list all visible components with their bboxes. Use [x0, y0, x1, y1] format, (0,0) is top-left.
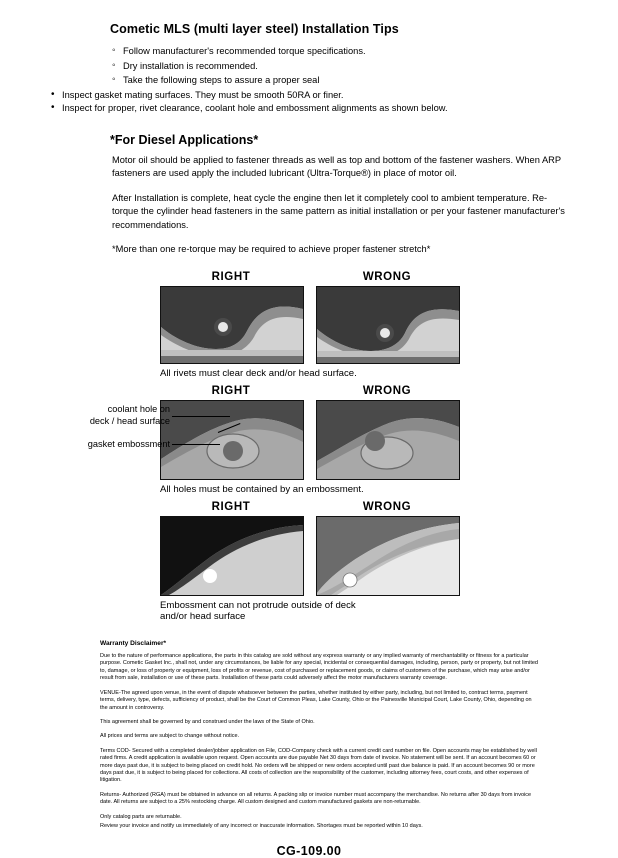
list-item: • Inspect gasket mating surfaces. They must be smooth 50RA or finer.	[50, 89, 578, 103]
callout-leader-line	[172, 444, 220, 445]
installation-sub-list	[40, 89, 578, 116]
list-item: ◦ Take the following steps to assure a proper seal	[112, 74, 578, 88]
warranty-paragraph: Terms COD- Secured with a completed dealer/jobber application on File, COD-Company check with a current credit card number on file. Open accounts may be established by well rated firms. A credit application is available upon request. Open accounts are due payable Net 30 days from date of invoice. No statement will be sent. If an account becomes 60 or more days past due, it is subject to being placed on credit hold. No orders will be shipped or new orders accepted until past due balance is paid. If an account becomes 90 or more days past due, it is subject to being placed for collections. All costs of collection are the responsibility of the customer, including attorney fees, court costs, and other expenses of litigation.	[100, 747, 537, 784]
figure-label-right: RIGHT	[211, 271, 251, 284]
figure-caption: All holes must be contained by an embossment.	[160, 484, 364, 496]
callout-coolant-hole-line1: coolant hole on	[107, 404, 170, 415]
retorque-note: *More than one re-torque may be required to achieve proper fastener stretch*	[112, 244, 431, 255]
figure-image-right	[160, 286, 304, 364]
callout-gasket-embossment	[28, 438, 170, 450]
figure-caption-line1: Embossment can not protrude outside of deck	[160, 600, 356, 612]
warranty-paragraph: This agreement shall be governed by and construed under the laws of the State of Ohio.	[100, 718, 315, 725]
warranty-section	[40, 640, 578, 830]
warranty-heading: Warranty Disclaimer*	[100, 640, 167, 648]
diesel-applications-heading: *For Diesel Applications*	[110, 132, 259, 147]
installation-tips-list	[112, 45, 578, 88]
figure-embossment-protrusion	[40, 501, 578, 622]
figure-image-right	[160, 516, 304, 596]
warranty-paragraph: Returns- Authorized (RGA) must be obtained in advance on all returns. A packing slip or invoice number must accompany the merchandise. No returns after 30 days from invoice date. All returns are subject to a 25% restocking charge. All custom designed and custom manufactured gaskets are non-returnable.	[100, 791, 532, 806]
figure-embossment-containment	[40, 385, 578, 495]
callout-coolant-hole-line2: deck / head surface	[89, 416, 170, 427]
figures-section	[40, 271, 578, 622]
document-number: CG-109.00	[276, 844, 342, 858]
warranty-paragraph: Only catalog parts are returnable.	[100, 813, 182, 820]
figure-label-wrong: WRONG	[362, 385, 412, 398]
warranty-paragraph: Due to the nature of performance applications, the parts in this catalog are sold without any express warranty or any implied warranty of merchantability or fitness for a particular purpose. Cometic Gasket Inc., shall not, under any circumstances, be liable for any special, incidental or consequential damages, including, person, party or property, but not limited to, damage, or loss of property or equipment, loss of profits or revenue, cost of purchased or replacement goods, or claims of customers of the purchase, which may arise and/or result from sale, installation or use of these parts. Installation of these parts could adversely affect the motor manufacturers warranty coverage.	[100, 653, 538, 682]
page-title: Cometic MLS (multi layer steel) Installation Tips	[110, 22, 399, 36]
diesel-paragraph-1: Motor oil should be applied to fastener threads as well as top and bottom of the fastener washers. When ARP fasteners are used apply the included lubricant (Ultra-Torque®) in place of motor oil.	[112, 154, 561, 179]
figure-image-wrong	[316, 400, 460, 480]
figure-caption: All rivets must clear deck and/or head surface.	[160, 368, 357, 380]
figure-image-right	[160, 400, 304, 480]
callout-coolant-hole	[18, 403, 170, 427]
warranty-paragraph: VENUE-The agreed upon venue, in the event of dispute whatsoever between the parties, whether instituted by either party, including, but not limited to, contract terms, payment terms, delivery, type, defects, sufficiency of product, shall be the Court of Common Pleas, Lake County, Ohio or the Painesville Municipal Court, Lake County, Ohio, depending on the amount in controversy.	[100, 689, 532, 711]
list-item: ◦ Follow manufacturer's recommended torque specifications.	[112, 45, 578, 59]
figure-caption-line2: and/or head surface	[160, 611, 246, 623]
warranty-paragraph: All prices and terms are subject to change without notice.	[100, 733, 240, 740]
diesel-paragraph-2: After Installation is complete, heat cycle the engine then let it completely cool to ambient temperature. Re-torque the cylinder head fasteners in the same pattern as initial installation or per your fastener manufacturer's recommendations.	[112, 192, 565, 230]
callout-gasket-embossment-label: gasket embossment	[87, 439, 170, 450]
list-item: ◦ Dry installation is recommended.	[112, 60, 578, 74]
warranty-paragraph: Review your invoice and notify us immediately of any incorrect or inaccurate information. Shortages must be reported within 10 days.	[100, 822, 423, 829]
figure-rivet-clearance	[40, 271, 578, 379]
figure-label-right: RIGHT	[211, 501, 251, 514]
figure-label-right: RIGHT	[211, 385, 251, 398]
figure-label-wrong: WRONG	[362, 271, 412, 284]
figure-label-wrong: WRONG	[362, 501, 412, 514]
list-item: • Inspect for proper, rivet clearance, coolant hole and embossment alignments as shown below.	[50, 102, 578, 116]
callout-leader-line	[172, 416, 230, 417]
figure-image-wrong	[316, 286, 460, 364]
figure-image-wrong	[316, 516, 460, 596]
